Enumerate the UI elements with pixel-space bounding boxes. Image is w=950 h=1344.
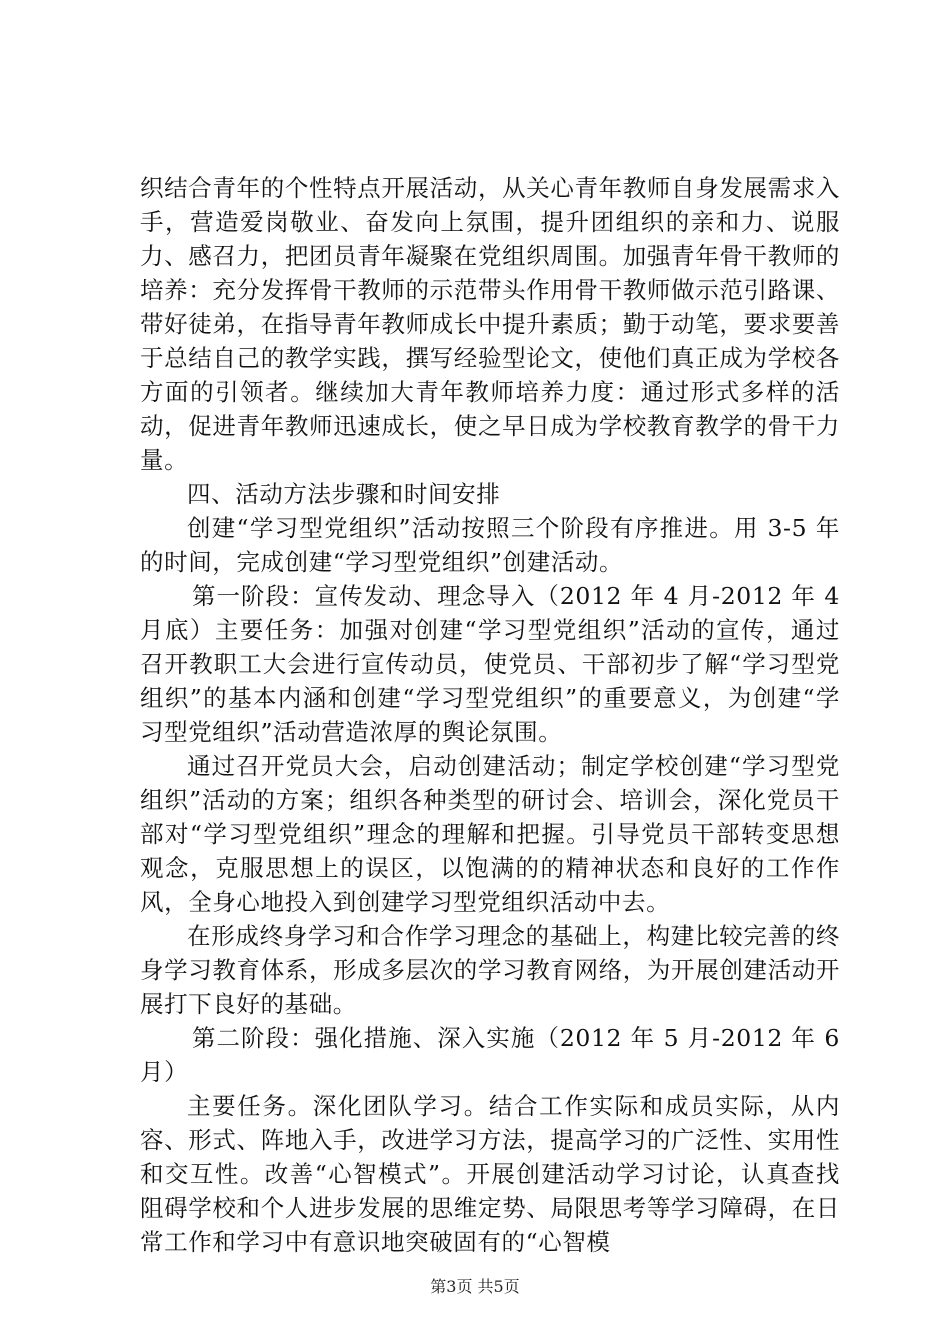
paragraph-stage-two: 第二阶段：强化措施、深入实施（2012 年 5 月-2012 年 6 月） — [140, 1024, 840, 1086]
page-number-footer: 第3页 共5页 — [430, 1277, 520, 1296]
document-body — [140, 171, 840, 1259]
paragraph-lifelong-learning: 在形成终身学习和合作学习理念的基础上，构建比较完善的终身学习教育体系，形成多层次的学习教育网络，为开展创建活动开展打下良好的基础。 — [140, 922, 840, 1018]
paragraph-party-meeting: 通过召开党员大会，启动创建活动；制定学校创建“学习型党组织”活动的方案；组织各种类型的研讨会、培训会，深化党员干部对“学习型党组织”理念的理解和把握。引导党员干部转变思想观念，克服思想上的误区，以饱满的的精神状态和良好的工作作风，全身心地投入到创建学习型党组织活动中去。 — [140, 752, 840, 916]
paragraph-three-stages: 创建“学习型党组织”活动按照三个阶段有序推进。用 3-5 年的时间，完成创建“学习型党组织”创建活动。 — [140, 514, 840, 576]
paragraph-youth-teachers: 织结合青年的个性特点开展活动，从关心青年教师自身发展需求入手，营造爱岗敬业、奋发向上氛围，提升团组织的亲和力、说服力、感召力，把团员青年凝聚在党组织周围。加强青年骨干教师的培养：充分发挥骨干教师的示范带头作用骨干教师做示范引路课、带好徒弟，在指导青年教师成长中提升素质；勤于动笔，要求要善于总结自己的教学实践，撰写经验型论文，使他们真正成为学校各方面的引领者。继续加大青年教师培养力度：通过形式多样的活动，促进青年教师迅速成长，使之早日成为学校教育教学的骨干力量。 — [140, 174, 840, 474]
paragraph-main-tasks: 主要任务。深化团队学习。结合工作实际和成员实际，从内容、形式、阵地入手，改进学习方法，提高学习的广泛性、实用性和交互性。改善“心智模式”。开展创建活动学习讨论，认真查找阻碍学校和个人进步发展的思维定势、局限思考等学习障碍，在日常工作和学习中有意识地突破固有的“心智模 — [140, 1092, 840, 1256]
section-heading-steps: 四、活动方法步骤和时间安排 — [187, 480, 501, 508]
paragraph-stage-one: 第一阶段：宣传发动、理念导入（2012 年 4 月-2012 年 4 月底）主要任务：加强对创建“学习型党组织”活动的宣传，通过召开教职工大会进行宣传动员，使党员、干部初步了解“学习型党组织”的基本内涵和创建“学习型党组织”的重要意义，为创建“学习型党组织”活动营造浓厚的舆论氛围。 — [140, 582, 840, 746]
